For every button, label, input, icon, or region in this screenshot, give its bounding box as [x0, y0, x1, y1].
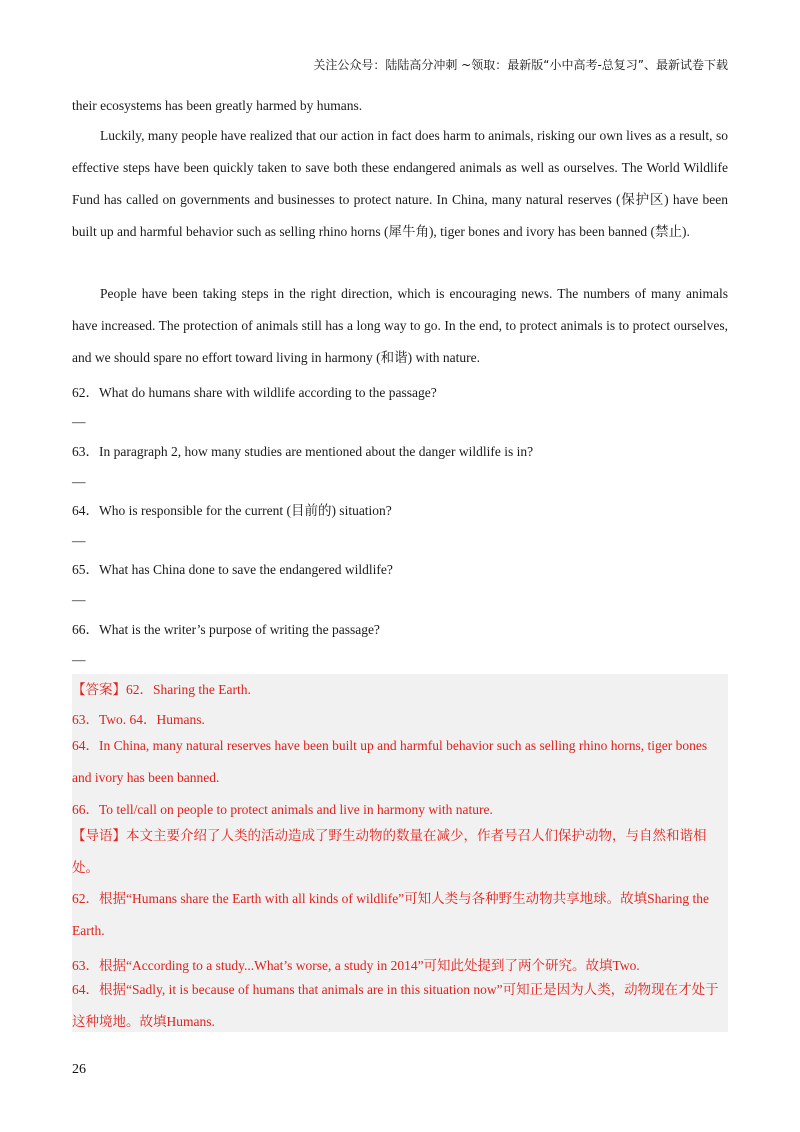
- page-number: 26: [72, 1062, 86, 1077]
- explanation-62: 62．根据“Humans share the Earth with all kinds of wildlife”可知人类与各种野生动物共享地球。故填Sharing the Earth.: [72, 891, 710, 938]
- question-62: 62．What do humans share with wildlife according to the passage?: [72, 385, 437, 400]
- passage-paragraph: Luckily, many people have realized that our action in fact does harm to animals, risking our own lives as a result, so effective steps have been quickly taken to save both these endangered animals as well as ourselves. The World Wildlife Fund has called on governments and businesses to protect nature. In China, many natural reserves (保护区) have been built up and harmful behavior such as selling rhino horns (犀牛角), tiger bones and ivory has been banned (禁止).: [72, 128, 728, 239]
- answer-line: 63．Two. 64．Humans.: [72, 712, 205, 727]
- explanation-63: 63．根据“According to a study...What’s worse, a study in 2014”可知此处提到了两个研究。故填Two.: [72, 958, 640, 973]
- question-64: 64．Who is responsible for the current (目前的) situation?: [72, 503, 392, 518]
- passage-paragraph: People have been taking steps in the right direction, which is encouraging news. The numbers of many animals have increased. The protection of animals still has a long way to go. In the end, to protect animals is to protect ourselves, and we should spare no effort toward living in harmony (和谐) with nature.: [72, 286, 728, 365]
- answer-section: [72, 674, 728, 1032]
- answer-blank[interactable]: —: [72, 414, 86, 429]
- answer-blank[interactable]: —: [72, 533, 86, 548]
- explanation-64: 64．根据“Sadly, it is because of humans that animals are in this situation now”可知正是因为人类，动物现在才处于这种境地。故填Humans.: [72, 982, 719, 1029]
- answer-blank[interactable]: —: [72, 474, 86, 489]
- answer-line: 66．To tell/call on people to protect animals and live in harmony with nature.: [72, 802, 493, 817]
- question-65: 65．What has China done to save the endangered wildlife?: [72, 562, 393, 577]
- answer-line: 【答案】62．Sharing the Earth.: [72, 682, 251, 697]
- answer-line: 64．In China, many natural reserves have been built up and harmful behavior such as selling rhino horns, tiger bones and ivory has been banned.: [72, 738, 708, 785]
- question-66: 66．What is the writer’s purpose of writing the passage?: [72, 622, 380, 637]
- passage-line: their ecosystems has been greatly harmed by humans.: [72, 98, 363, 113]
- guide-text: 【导语】本文主要介绍了人类的活动造成了野生动物的数量在减少，作者号召人们保护动物，与自然和谐相处。: [72, 828, 707, 875]
- answer-blank[interactable]: —: [72, 592, 86, 607]
- answer-blank[interactable]: —: [72, 652, 86, 667]
- question-63: 63．In paragraph 2, how many studies are mentioned about the danger wildlife is in?: [72, 444, 534, 459]
- page-header: 关注公众号：陆陆高分冲刺 ~领取：最新版“小中高考-总复习”、最新试卷下载: [313, 58, 728, 72]
